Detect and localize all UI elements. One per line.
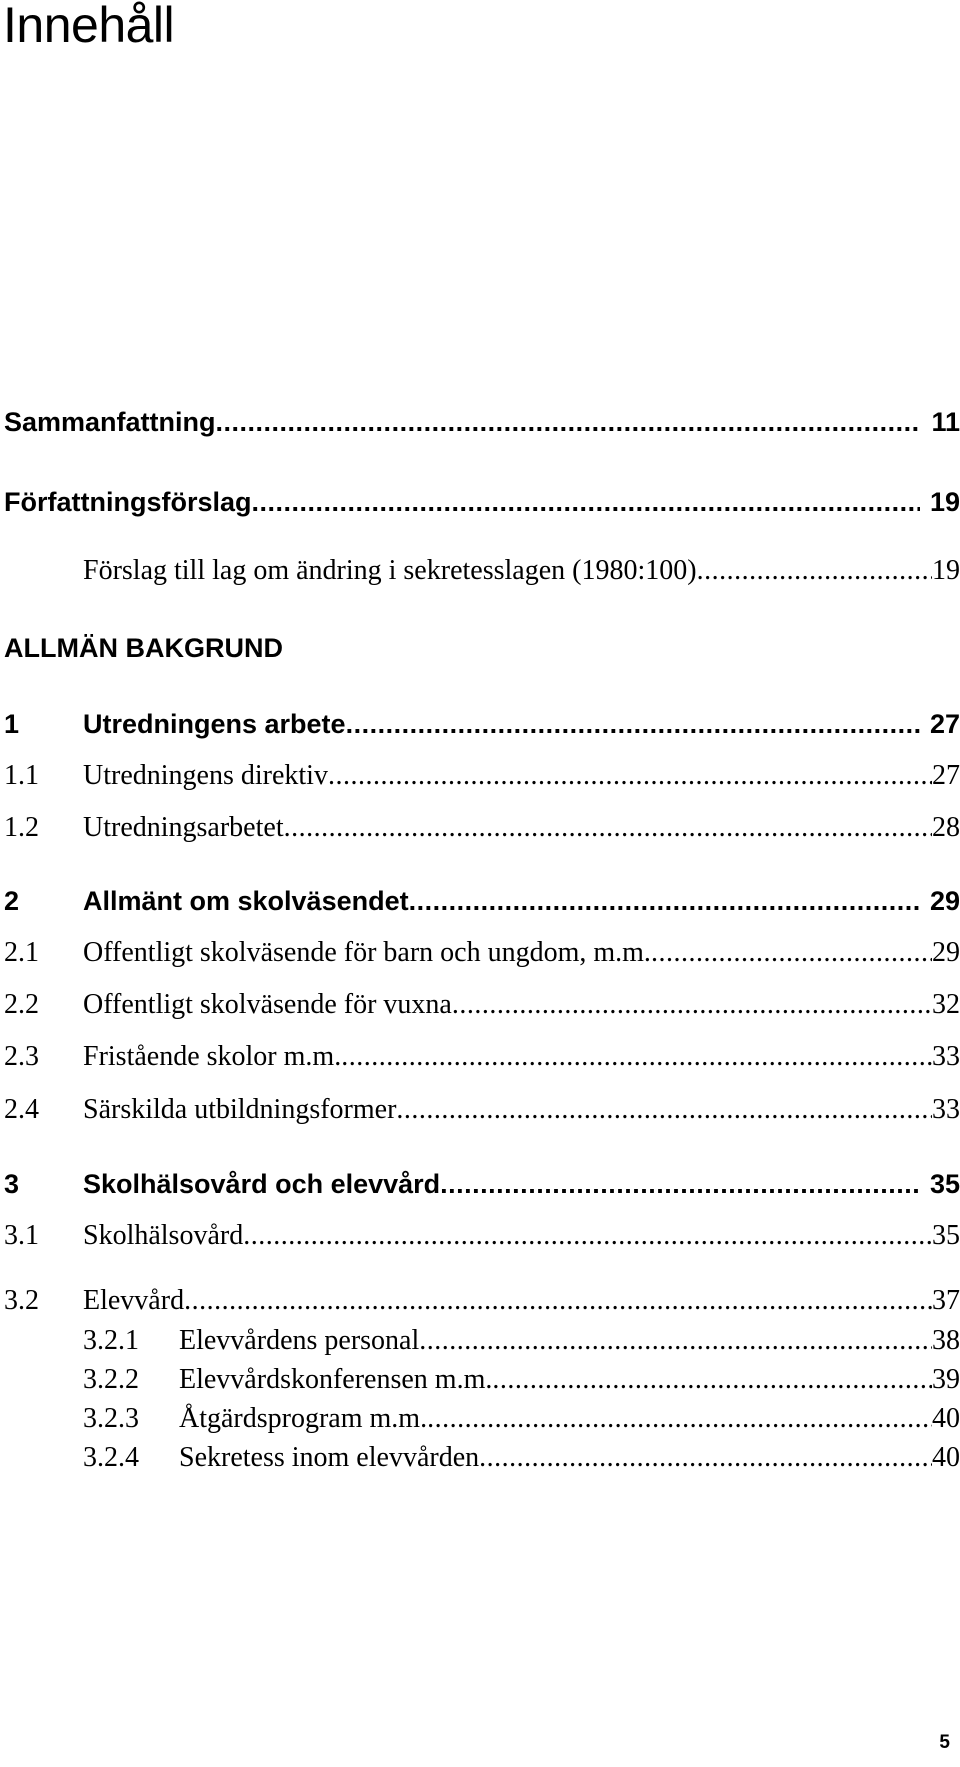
toc-entry[interactable] bbox=[4, 758, 960, 794]
toc-entry-number: 1.1 bbox=[4, 760, 39, 791]
toc-entry-text: Utredningsarbetet bbox=[83, 812, 284, 843]
toc-entry[interactable] bbox=[4, 706, 960, 742]
toc-entry[interactable] bbox=[4, 1039, 960, 1075]
dot-leader bbox=[440, 1166, 920, 1202]
toc-entry-page: 28 bbox=[932, 812, 960, 843]
dot-leader bbox=[651, 935, 932, 971]
toc-entry-text: Utredningens arbete bbox=[83, 709, 346, 739]
toc-entry-number: 3.2.1 bbox=[83, 1325, 139, 1356]
toc-entry[interactable] bbox=[4, 1283, 960, 1319]
toc-entry-page: 19 bbox=[929, 487, 960, 517]
toc-entry-text: Författningsförslag bbox=[4, 487, 252, 517]
toc-entry-page: 19 bbox=[932, 555, 960, 586]
toc-entry[interactable] bbox=[83, 1440, 960, 1476]
toc-entry[interactable] bbox=[4, 883, 960, 919]
toc-entry-number: 3.2.4 bbox=[83, 1442, 139, 1473]
toc-entry-page: 27 bbox=[929, 709, 960, 739]
toc-entry[interactable] bbox=[4, 1166, 960, 1202]
toc-entry-number: 2.1 bbox=[4, 937, 39, 968]
dot-leader bbox=[184, 1283, 932, 1319]
toc-entry-text: Förslag till lag om ändring i sekretesslagen (1980:100) bbox=[83, 555, 697, 586]
toc-entry-page: 33 bbox=[932, 1094, 960, 1125]
toc-entry-number: 2.4 bbox=[4, 1094, 39, 1125]
toc-entry-text: Skolhälsovård och elevvård bbox=[83, 1169, 441, 1199]
toc-entry-page: 29 bbox=[929, 886, 960, 916]
dot-leader bbox=[328, 758, 932, 794]
toc-entry-number: 1.2 bbox=[4, 812, 39, 843]
page-title: Innehåll bbox=[3, 0, 175, 53]
toc-entry[interactable] bbox=[4, 1218, 960, 1254]
dot-leader bbox=[243, 1218, 932, 1254]
toc-entry-number: 3.2 bbox=[4, 1285, 39, 1316]
toc-entry[interactable] bbox=[4, 987, 960, 1023]
toc-entry-page: 38 bbox=[932, 1325, 960, 1356]
dot-leader bbox=[452, 987, 932, 1023]
toc-entry[interactable] bbox=[4, 935, 960, 971]
toc-entry[interactable] bbox=[4, 404, 960, 440]
toc-entry-text: Offentligt skolväsende för vuxna bbox=[83, 989, 452, 1020]
toc-entry-number: 1 bbox=[4, 709, 20, 739]
toc-entry-number: 3.1 bbox=[4, 1220, 39, 1251]
toc-entry-page: 35 bbox=[932, 1220, 960, 1251]
toc-entry-page: 40 bbox=[932, 1403, 960, 1434]
toc-entry[interactable] bbox=[83, 553, 960, 589]
dot-leader bbox=[492, 1362, 932, 1398]
toc-entry[interactable] bbox=[83, 1323, 960, 1359]
toc-entry-text: Elevvårdens personal bbox=[179, 1325, 420, 1356]
toc-entry-page: 39 bbox=[932, 1364, 960, 1395]
toc-entry-number: 2.3 bbox=[4, 1041, 39, 1072]
toc-entry-text: Elevvård bbox=[83, 1285, 185, 1316]
dot-leader bbox=[427, 1401, 932, 1437]
toc-entry[interactable] bbox=[83, 1362, 960, 1398]
toc-entry-number: 3 bbox=[4, 1169, 20, 1199]
toc-entry-page: 32 bbox=[932, 989, 960, 1020]
section-heading: ALLMÄN BAKGRUND bbox=[4, 633, 283, 663]
dot-leader bbox=[419, 1323, 932, 1359]
page-number: 5 bbox=[939, 1732, 950, 1753]
toc-entry-number: 3.2.3 bbox=[83, 1403, 139, 1434]
toc-entry[interactable] bbox=[4, 484, 960, 520]
toc-entry-page: 27 bbox=[932, 760, 960, 791]
toc-entry-page: 11 bbox=[931, 407, 960, 437]
dot-leader bbox=[284, 810, 932, 846]
dot-leader bbox=[409, 883, 920, 919]
toc-entry-text: Allmänt om skolväsendet bbox=[83, 886, 409, 916]
dot-leader bbox=[341, 1039, 932, 1075]
toc-entry[interactable] bbox=[83, 1401, 960, 1437]
toc-entry-page: 40 bbox=[932, 1442, 960, 1473]
toc-entry-text: Utredningens direktiv bbox=[83, 760, 328, 791]
toc-entry-number: 3.2.2 bbox=[83, 1364, 139, 1395]
toc-entry-text: Elevvårdskonferensen m.m. bbox=[179, 1364, 493, 1395]
dot-leader bbox=[697, 553, 932, 589]
toc-entry-text: Sammanfattning bbox=[4, 407, 216, 437]
toc-entry-text: Skolhälsovård bbox=[83, 1220, 244, 1251]
toc-entry-page: 33 bbox=[932, 1041, 960, 1072]
toc-entry-text: Offentligt skolväsende för barn och ungdom, m.m. bbox=[83, 937, 651, 968]
dot-leader bbox=[396, 1092, 932, 1128]
dot-leader bbox=[216, 404, 922, 440]
toc-entry-page: 35 bbox=[929, 1169, 960, 1199]
toc-entry-text: Särskilda utbildningsformer bbox=[83, 1094, 397, 1125]
toc-entry-text: Fristående skolor m.m. bbox=[83, 1041, 342, 1072]
toc-entry-number: 2.2 bbox=[4, 989, 39, 1020]
toc-entry-number: 2 bbox=[4, 886, 20, 916]
dot-leader bbox=[479, 1440, 932, 1476]
toc-entry-page: 37 bbox=[932, 1285, 960, 1316]
toc-entry-text: Åtgärdsprogram m.m. bbox=[179, 1403, 428, 1434]
toc-entry-page: 29 bbox=[932, 937, 960, 968]
dot-leader bbox=[346, 706, 920, 742]
toc-entry[interactable] bbox=[4, 1092, 960, 1128]
dot-leader bbox=[252, 484, 920, 520]
toc-entry-text: Sekretess inom elevvården bbox=[179, 1442, 480, 1473]
toc-entry[interactable] bbox=[4, 810, 960, 846]
